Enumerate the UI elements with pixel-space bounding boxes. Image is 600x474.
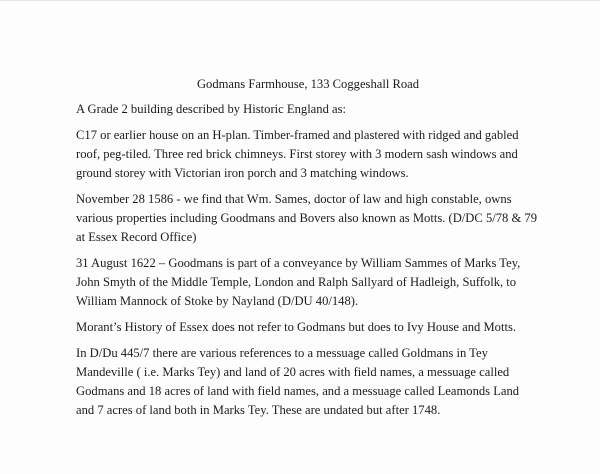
paragraph-description: C17 or earlier house on an H-plan. Timber-framed and plastered with ridged and gabled roof, peg-tiled. Three red brick chimneys. First storey with 3 modern sash windows and ground storey with Victorian iron porch and 3 matching windows. [76,128,519,180]
document-body [76,75,540,427]
document-title: Godmans Farmhouse, 133 Coggeshall Road [196,77,420,91]
paragraph-1586: November 28 1586 - we find that Wm. Sames, doctor of law and high constable, owns various properties including Goodmans and Bovers also known as Motts. (D/DC 5/78 & 79 at Essex Record Office) [76,192,538,244]
paragraph-intro: A Grade 2 building described by Historic England as: [76,102,347,116]
paragraph-morant: Morant’s History of Essex does not refer to Godmans but does to Ivy House and Motts. [76,320,517,334]
paragraph-d-du-445: In D/Du 445/7 there are various references to a messuage called Goldmans in Tey Mandeville ( i.e. Marks Tey) and land of 20 acres with field names, a messuage called Godmans and 18 acres of land with field names, and a messuage called Leamonds Land and 7 acres of land both in Marks Tey. These are undated but after 1748. [76,346,520,417]
paragraph-1622: 31 August 1622 – Goodmans is part of a conveyance by William Sammes of Marks Tey, John Smyth of the Middle Temple, London and Ralph Sallyard of Hadleigh, Suffolk, to William Mannock of Stoke by Nayland (D/DU 40/148). [76,256,521,308]
